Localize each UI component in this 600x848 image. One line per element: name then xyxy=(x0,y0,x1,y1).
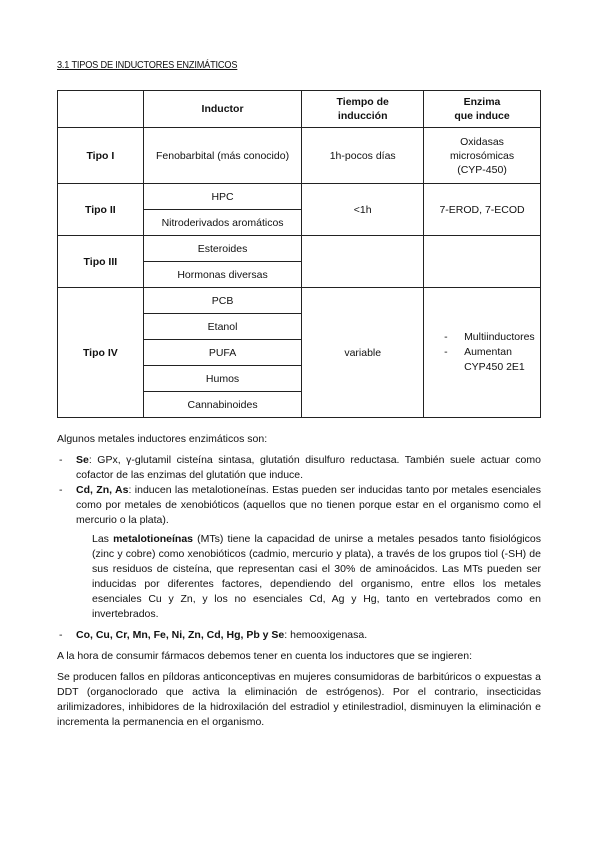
header-enzima xyxy=(424,91,541,128)
tiempo-cell: 1h-pocos días xyxy=(302,128,424,184)
bullet-cd-zn-as xyxy=(59,483,541,528)
paragraph-text: (MTs) tiene la capacidad de unirse a metales pesados tanto fisiológicos (zinc y cobre) como xenobióticos (cadmio, mercurio y plata), a través de los grupos tiol (-SH) de sus residuos de cisteína, que representan casi el 30% de aminoácidos. Las MTs pueden ser inducidas por diferentes factores, dependiendo del organismo, entre ellos los metales esenciales Cu y Zn, y los no esenciales Cd, Ag y Hg, tanto en vertebrados como en invertebrados. xyxy=(92,533,541,620)
tiempo-cell: variable xyxy=(302,288,424,418)
table-header-row xyxy=(58,91,541,128)
header-tiempo xyxy=(302,91,424,128)
tipo-label: Tipo IV xyxy=(58,288,144,418)
bullet-text: : GPx, γ-glutamil cisteína sintasa, glutatión disulfuro reductasa. También suele actuar como cofactor de las enzimas del glutatión que induce. xyxy=(76,454,541,481)
enzima-cell: 7-EROD, 7-ECOD xyxy=(424,184,541,236)
bullet-bold: Cd, Zn, As xyxy=(76,484,129,496)
header-enzima-line1: Enzima xyxy=(463,96,501,108)
paragraph-farmacos: A la hora de consumir fármacos debemos tener en cuenta los inductores que se ingieren: xyxy=(57,650,472,662)
bullet-text: : hemooxigenasa. xyxy=(284,629,368,641)
table-row-tipo-3a xyxy=(58,236,541,262)
inductor-cell: HPC xyxy=(143,184,302,210)
enzima-list-item-cont: CYP450 2E1 xyxy=(464,361,525,373)
enzima-line: microsómicas xyxy=(449,149,515,162)
inductor-cell: Humos xyxy=(143,366,302,392)
enzima-line: (CYP-450) xyxy=(457,163,507,176)
paragraph-bold: metalotioneínas xyxy=(113,533,194,545)
tiempo-cell-empty xyxy=(302,236,424,288)
inductor-cell: Esteroides xyxy=(143,236,302,262)
inductores-table xyxy=(57,90,541,418)
inductor-cell: Fenobarbital (más conocido) xyxy=(143,128,302,184)
enzima-list-item: - Aumentan xyxy=(444,346,512,358)
enzima-list-item: - Multiinductores xyxy=(444,331,535,343)
header-tiempo-line1: Tiempo de xyxy=(336,96,389,108)
header-enzima-line2: que induce xyxy=(454,110,510,122)
enzima-line: Oxidasas xyxy=(460,135,504,148)
paragraph-prefix: Las xyxy=(92,533,114,545)
paragraph-final: Se producen fallos en píldoras anticonceptivas en mujeres consumidoras de barbitúricos o expuestas a DDT (organoclorado que activa la eliminación de estrógenos). Por el contrario, insecticidas arilimizadores, inhibidores de la hidroxilación del estradiol y etinilestradiol, disminuyen la eliminación e incrementa la permanencia en el organismo. xyxy=(57,671,541,728)
inductor-cell: Nitroderivados aromáticos xyxy=(143,210,302,236)
enzima-cell xyxy=(424,128,541,184)
intro-text: Algunos metales inductores enzimáticos son: xyxy=(57,433,268,445)
bullet-hemooxigenasa xyxy=(59,628,541,643)
table-row-tipo-2a xyxy=(58,184,541,210)
enzima-cell xyxy=(424,288,541,418)
table-row-tipo-4a xyxy=(58,288,541,314)
inductor-cell: Cannabinoides xyxy=(143,392,302,418)
header-inductor: Inductor xyxy=(143,91,302,128)
tiempo-cell: <1h xyxy=(302,184,424,236)
inductor-cell: PUFA xyxy=(143,340,302,366)
tipo-label: Tipo III xyxy=(58,236,144,288)
enzima-cell-empty xyxy=(424,236,541,288)
header-empty-cell xyxy=(58,91,144,128)
bullet-se xyxy=(59,453,541,483)
bullet-dash: - xyxy=(59,629,63,641)
inductor-cell: PCB xyxy=(143,288,302,314)
tipo-label: Tipo I xyxy=(58,128,144,184)
bullet-dash: - xyxy=(59,484,63,496)
table-row-tipo-1 xyxy=(58,128,541,184)
bullet-dash: - xyxy=(59,454,63,466)
inductor-cell: Etanol xyxy=(143,314,302,340)
section-title: 3.1 TIPOS DE INDUCTORES ENZIMÁTICOS xyxy=(57,60,238,71)
bullet-bold: Se xyxy=(76,454,89,466)
inductor-cell: Hormonas diversas xyxy=(143,262,302,288)
bullet-text: : inducen las metalotioneínas. Estas pueden ser inducidas tanto por metales esenciales como por metales de xenobióticos (aquellos que no tienen porque estar en el organismo como el mercurio o la plata). xyxy=(76,484,541,526)
header-tiempo-line2: inducción xyxy=(337,110,388,122)
metalotioneinas-paragraph xyxy=(92,532,541,622)
bullet-bold: Co, Cu, Cr, Mn, Fe, Ni, Zn, Cd, Hg, Pb y Se xyxy=(76,629,285,641)
tipo-label: Tipo II xyxy=(58,184,144,236)
